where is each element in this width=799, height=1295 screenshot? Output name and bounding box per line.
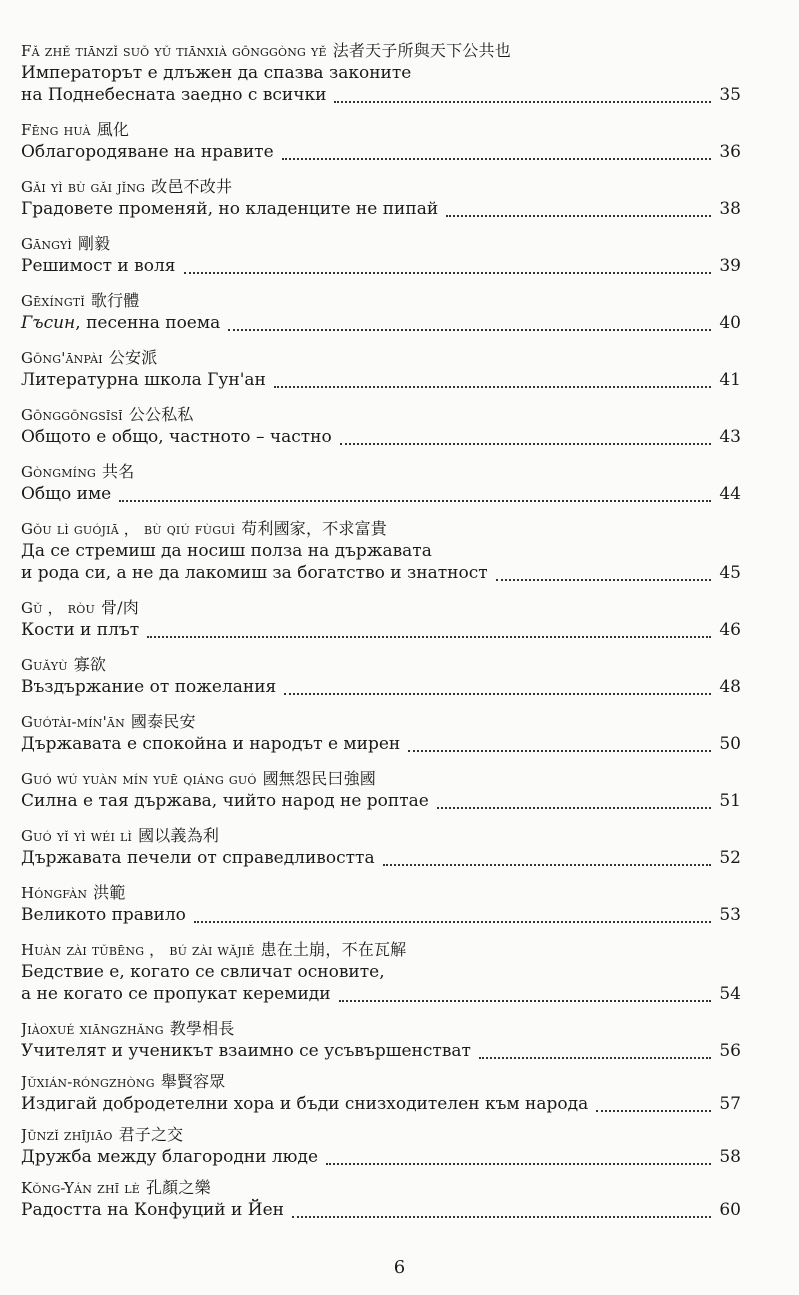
entry-chinese-characters: 公公私私: [128, 405, 194, 424]
toc-entry: [21, 1018, 741, 1062]
entry-title-text: Общото е общо, частното – частно: [21, 427, 332, 447]
toc-entry: [21, 347, 741, 391]
entry-text-line: Императорът е длъжен да спазва законите: [21, 63, 412, 83]
entry-title: [21, 426, 332, 448]
entry-title-text: Въздържание от пожелания: [21, 677, 277, 697]
entry-title-row: [21, 312, 741, 334]
toc-entry: [21, 1071, 741, 1115]
entry-title-row: [21, 141, 741, 163]
entry-page-number: 53: [719, 905, 741, 925]
entry-chinese-characters: 共名: [102, 462, 135, 481]
entry-text-line: Да се стремиш да носиш полза на държавата: [21, 541, 432, 561]
entry-title: [21, 198, 438, 220]
entry-title-row: [21, 619, 741, 641]
dot-leader: [147, 632, 711, 638]
entry-title-row: [21, 84, 741, 106]
entry-title: [21, 847, 375, 869]
entry-transliteration: Guó wú yuàn mín yuē qiáng guó: [21, 770, 257, 788]
entry-transliteration: Guótài-mín'ān: [21, 713, 125, 731]
entry-heading: [21, 1177, 741, 1199]
dot-leader: [119, 496, 711, 502]
entry-chinese-characters: 骨/肉: [100, 598, 139, 617]
dot-leader: [596, 1106, 711, 1112]
entry-chinese-characters: 剛毅: [77, 234, 111, 253]
toc-entry: [21, 119, 741, 163]
entry-chinese-characters: 君子之交: [118, 1125, 184, 1144]
entry-chinese-characters: 風化: [96, 120, 130, 139]
toc-entry: [21, 233, 741, 277]
entry-title: [21, 84, 326, 106]
entry-title-row: [21, 676, 741, 698]
entry-title: [21, 619, 139, 641]
entry-title-text: Държавата печели от справедливостта: [21, 848, 375, 868]
toc-entry: [21, 825, 741, 869]
entry-page-number: 40: [719, 313, 741, 333]
entry-chinese-characters: 法者天子所與天下公共也: [332, 41, 511, 60]
entry-title-row: [21, 198, 741, 220]
entry-heading: [21, 939, 741, 961]
entry-title-text: Облагородяване на нравите: [21, 142, 274, 162]
dot-leader: [284, 689, 711, 695]
entry-heading: [21, 1018, 741, 1040]
entry-title: [21, 1199, 284, 1221]
entry-title-row: [21, 1093, 741, 1115]
entry-heading: [21, 518, 741, 540]
entry-title: [21, 483, 111, 505]
entry-chinese-characters: 國泰民安: [130, 712, 196, 731]
toc-entry: [21, 40, 741, 106]
entry-transliteration: Gōng'ānpài: [21, 349, 103, 367]
entry-title: [21, 904, 186, 926]
entry-title-text: Издигай добродетелни хора и бъди снизходителен към народа: [21, 1094, 589, 1114]
entry-chinese-characters: 舉賢容眾: [160, 1072, 226, 1091]
entry-heading: [21, 1071, 741, 1093]
dot-leader: [292, 1212, 711, 1218]
dot-leader: [479, 1053, 711, 1059]
toc-entry: [21, 768, 741, 812]
entry-transliteration: Jūnzǐ zhījiāo: [21, 1126, 113, 1144]
toc-entry: [21, 597, 741, 641]
entry-title-text: Общо име: [21, 484, 112, 504]
entry-title-text: Учителят и ученикът взаимно се усъвършенстват: [21, 1041, 471, 1061]
entry-page-number: 56: [719, 1041, 741, 1061]
entry-heading: [21, 597, 741, 619]
entry-heading: [21, 404, 741, 426]
dot-leader: [184, 268, 712, 274]
entry-title-row: [21, 1146, 741, 1168]
dot-leader: [228, 325, 711, 331]
entry-title-italic: Гъсин: [21, 313, 76, 333]
toc-entry: [21, 176, 741, 220]
entry-heading: [21, 461, 741, 483]
toc-entry: [21, 518, 741, 584]
entry-title-row: [21, 904, 741, 926]
entry-chinese-characters: 孔顏之樂: [145, 1178, 211, 1197]
dot-leader: [383, 860, 711, 866]
entry-page-number: 36: [719, 142, 741, 162]
entry-transliteration: Hóngfàn: [21, 884, 88, 902]
entry-chinese-characters: 改邑不改井: [151, 177, 233, 196]
entry-transliteration: Fēng huà: [21, 121, 91, 139]
entry-transliteration: Jiàoxué xiāngzhǎng: [21, 1020, 164, 1038]
dot-leader: [340, 439, 711, 445]
entry-heading: [21, 711, 741, 733]
entry-page-number: 48: [719, 677, 741, 697]
entry-page-number: 43: [719, 427, 741, 447]
entry-title-text: Радостта на Конфуций и Йен: [21, 1200, 284, 1220]
entry-heading: [21, 882, 741, 904]
dot-leader: [282, 154, 711, 160]
entry-title-text: , песенна поема: [75, 313, 221, 333]
entry-title: [21, 369, 266, 391]
dot-leader: [194, 917, 711, 923]
entry-heading: [21, 654, 741, 676]
entry-transliteration: Gōnggōngsīsī: [21, 406, 123, 424]
entry-page-number: 50: [719, 734, 741, 754]
entry-title-text: Великото правило: [21, 905, 186, 925]
entry-title-row: [21, 426, 741, 448]
entry-chinese-characters: 寡欲: [73, 655, 107, 674]
entry-title-text: а не когато се пропукат керемиди: [21, 984, 331, 1004]
entry-heading: [21, 40, 741, 62]
toc-entry: [21, 1177, 741, 1221]
entry-page-number: 58: [719, 1147, 741, 1167]
entry-page-number: 51: [719, 791, 741, 811]
entry-chinese-characters: 苟利國家，不求富貴: [241, 519, 388, 538]
dot-leader: [408, 746, 711, 752]
entry-transliteration: Gòngmíng: [21, 463, 97, 481]
entry-title-row: [21, 847, 741, 869]
entry-page-number: 54: [719, 984, 741, 1004]
entry-title: [21, 733, 400, 755]
entry-title: [21, 790, 429, 812]
entry-transliteration: Guǎyù: [21, 656, 68, 674]
entry-heading: [21, 825, 741, 847]
dot-leader: [326, 1159, 711, 1165]
entry-heading: [21, 347, 741, 369]
entry-page-number: 44: [719, 484, 741, 504]
entry-transliteration: Gǒu lì guójiā ， bù qiú fùguì: [21, 520, 236, 538]
entry-page-number: 52: [719, 848, 741, 868]
entry-chinese-characters: 公安派: [108, 348, 158, 367]
dot-leader: [437, 803, 711, 809]
entry-page-number: 41: [719, 370, 741, 390]
table-of-contents: [21, 40, 741, 1230]
entry-title-text: Кости и плът: [21, 620, 140, 640]
entry-title-row: [21, 1040, 741, 1062]
entry-transliteration: Guó yǐ yì wéi lì: [21, 827, 133, 845]
entry-title: [21, 562, 488, 584]
entry-chinese-characters: 患在土崩，不在瓦解: [260, 940, 407, 959]
entry-title: [21, 1040, 471, 1062]
entry-transliteration: Gāngyì: [21, 235, 72, 253]
entry-page-number: 38: [719, 199, 741, 219]
entry-transliteration: Jǔxián-róngzhòng: [21, 1073, 155, 1091]
entry-heading: [21, 233, 741, 255]
toc-entry: [21, 939, 741, 1005]
entry-chinese-characters: 教學相長: [169, 1019, 235, 1038]
entry-chinese-characters: 歌行體: [90, 291, 140, 310]
entry-chinese-characters: 洪範: [93, 883, 126, 902]
dot-leader: [274, 382, 711, 388]
entry-title: [21, 312, 220, 334]
dot-leader: [496, 575, 711, 581]
dot-leader: [334, 97, 711, 103]
entry-title: [21, 983, 331, 1005]
toc-entry: [21, 290, 741, 334]
page-number: 6: [393, 1257, 406, 1278]
toc-entry: [21, 461, 741, 505]
entry-title-row: [21, 1199, 741, 1221]
entry-title-row: [21, 733, 741, 755]
entry-title: [21, 676, 276, 698]
entry-title: [21, 141, 274, 163]
entry-title-text: на Поднебесната заедно с всички: [21, 85, 327, 105]
toc-entry: [21, 1124, 741, 1168]
entry-title-text: Решимост и воля: [21, 256, 176, 276]
entry-page-number: 57: [719, 1094, 741, 1114]
entry-heading: [21, 176, 741, 198]
entry-heading: [21, 1124, 741, 1146]
entry-title-row: [21, 483, 741, 505]
entry-title-text: Държавата е спокойна и народът е мирен: [21, 734, 401, 754]
dot-leader: [446, 211, 711, 217]
entry-heading: [21, 119, 741, 141]
entry-title-row: [21, 790, 741, 812]
entry-chinese-characters: 國無怨民曰強國: [262, 769, 377, 788]
entry-title-text: и рода си, а не да лакомиш за богатство и знатност: [21, 563, 488, 583]
entry-page-number: 39: [719, 256, 741, 276]
entry-transliteration: Gēxíngtǐ: [21, 292, 85, 310]
entry-title-text: Градовете променяй, но кладенците не пипай: [21, 199, 439, 219]
entry-heading: [21, 768, 741, 790]
entry-title-row: [21, 369, 741, 391]
entry-title-text: Литературна школа Гун'ан: [21, 370, 266, 390]
entry-page-number: 45: [719, 563, 741, 583]
entry-heading: [21, 290, 741, 312]
entry-transliteration: Fǎ zhě tiānzǐ suǒ yǔ tiānxià gōnggòng yě: [21, 42, 327, 60]
toc-entry: [21, 882, 741, 926]
entry-title: [21, 1093, 588, 1115]
toc-entry: [21, 404, 741, 448]
entry-title-text: Дружба между благородни люде: [21, 1147, 319, 1167]
entry-title: [21, 1146, 318, 1168]
entry-chinese-characters: 國以義為利: [138, 826, 220, 845]
entry-title: [21, 255, 176, 277]
entry-title-text: Силна е тая държава, чийто народ не роптае: [21, 791, 429, 811]
entry-transliteration: Gǔ ， ròu: [21, 599, 95, 617]
entry-title-row: [21, 983, 741, 1005]
entry-transliteration: Kǒng-Yán zhī lè: [21, 1179, 140, 1197]
entry-transliteration: Gǎi yì bù gǎi jǐng: [21, 178, 146, 196]
toc-entry: [21, 654, 741, 698]
entry-transliteration: Huàn zài tǔbēng ， bú zài wǎjiě: [21, 941, 255, 959]
entry-text-line: Бедствие е, когато се свличат основите,: [21, 962, 385, 982]
entry-page-number: 46: [719, 620, 741, 640]
entry-title-row: [21, 562, 741, 584]
entry-page-number: 35: [719, 85, 741, 105]
dot-leader: [339, 996, 711, 1002]
toc-entry: [21, 711, 741, 755]
entry-page-number: 60: [719, 1200, 741, 1220]
entry-title-row: [21, 255, 741, 277]
